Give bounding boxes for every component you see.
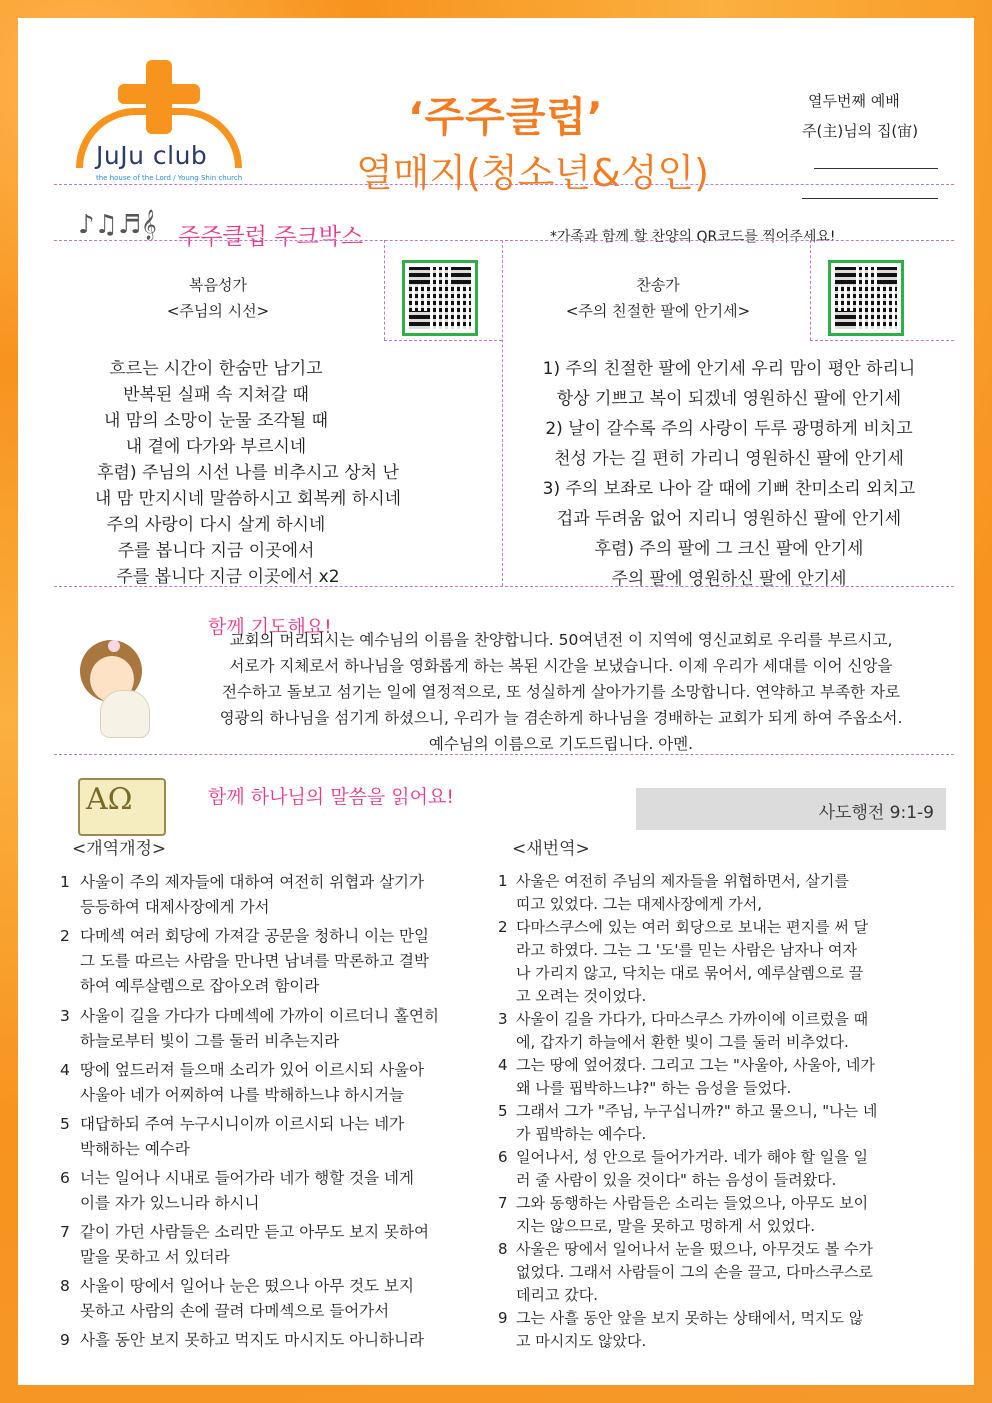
verse-line: 띠고 있었다. 그는 대제사장에게 가서, <box>516 895 762 913</box>
verse-line: 고 오려는 것이었다. <box>516 987 647 1005</box>
verse-line: 그래서 그가 "주님, 누구십니까?" 하고 물으니, "나는 네 <box>516 1102 878 1120</box>
verse-line: 일어나서, 성 안으로 들어가거라. 네가 해야 할 일을 일 <box>516 1148 868 1166</box>
verse-number: 1 <box>60 873 70 891</box>
verse-number: 5 <box>60 1115 70 1133</box>
verse-line: 하늘로부터 빛이 그를 둘러 비추는지라 <box>80 1032 340 1050</box>
verse-line: 사울이 길을 가다가, 다마스쿠스 가까이에 이르렀을 때 <box>516 1010 869 1028</box>
verse-line: 사흘 동안 보지 못하고 먹지도 마시지도 아니하니라 <box>80 1331 424 1349</box>
lyric-line: 후렴) 주님의 시선 나를 비추시고 상처 난 <box>97 463 399 483</box>
verse <box>498 870 938 916</box>
verse <box>498 1100 938 1146</box>
verse <box>60 1058 480 1108</box>
verse <box>498 1238 938 1307</box>
verse-line: 가 핍박하는 예수다. <box>516 1125 647 1143</box>
verse <box>498 916 938 1008</box>
prayer-line: 전수하고 돌보고 섬기는 일에 열정적으로, 또 성실하게 살아가기를 소망합니다. 연약하고 부족한 자로 <box>222 683 900 701</box>
lyric-line: 주를 봅니다 지금 이곳에서 x2 <box>116 567 340 587</box>
lyric-line: 주의 사랑이 다시 살게 하시네 <box>106 515 326 535</box>
verse-line: 사울이 땅에서 일어나 눈은 떴으나 아무 것도 보지 <box>80 1277 414 1295</box>
verse-line: 그는 땅에 엎어졌다. 그리고 그는 "사울아, 사울아, 네가 <box>516 1056 875 1074</box>
qr-pattern <box>835 267 897 329</box>
verse-line: 대답하되 주여 누구시니이까 이르시되 나는 네가 <box>80 1115 405 1133</box>
verse-line: 등등하여 대제사장에게 가서 <box>80 898 270 916</box>
verse-number: 3 <box>60 1007 70 1025</box>
verse-line: 에, 갑자기 하늘에서 환한 빛이 그를 둘러 비추었다. <box>516 1033 849 1051</box>
lyric-line: 내 맘 만지시네 말씀하시고 회복케 하시네 <box>94 489 402 509</box>
verse <box>60 1166 480 1216</box>
lyric-line: 반복된 실패 속 지쳐갈 때 <box>123 385 309 405</box>
verse-number: 9 <box>498 1309 508 1327</box>
verse-line: 사울은 여전히 주님의 제자들을 위협하면서, 살기를 <box>516 872 849 890</box>
verse-line: 사울이 주의 제자들에 대하여 여전히 위협과 살기가 <box>80 873 424 891</box>
house-label: 주(主)님의 집(宙) <box>802 122 919 140</box>
lyric-line: 1) 주의 친절한 팔에 안기세 우리 맘이 평안 하리니 <box>542 359 916 379</box>
divider <box>54 586 954 587</box>
cross-bar <box>118 84 200 104</box>
song-1-name: <주님의 시선> <box>166 302 270 320</box>
verse-line: 다메섹 여러 회당에 가져갈 공문을 청하니 이는 만일 <box>80 927 429 945</box>
music-notes-icon: ♪♫♬𝄞 <box>78 210 157 240</box>
lyric-line: 후렴) 주의 팔에 그 크신 팔에 안기세 <box>594 539 864 559</box>
verse <box>60 1004 480 1054</box>
verse <box>60 1112 480 1162</box>
lyric-line: 2) 날이 갈수록 주의 사랑이 두루 광명하게 비치고 <box>545 419 913 439</box>
prayer-line: 영광의 하나님을 섬기게 하셨으니, 우리가 늘 겸손하게 하나님을 경배하는 교회가 되게 하여 주옵소서. <box>219 709 903 727</box>
name-line-1 <box>814 168 938 169</box>
verse <box>60 870 480 920</box>
divider <box>54 184 954 185</box>
verse-line: 박해하는 예수라 <box>80 1140 190 1158</box>
verse-line: 없었다. 그래서 사람들이 그의 손을 끌고, 다마스쿠스로 <box>516 1263 873 1281</box>
jukebox-title: 주주클럽 주크박스 <box>178 224 364 250</box>
verse-number: 8 <box>498 1240 508 1258</box>
divider <box>810 340 954 341</box>
divider <box>54 240 954 241</box>
verse <box>498 1054 938 1100</box>
lyric-line: 내 곁에 다가와 부르시네 <box>125 437 307 457</box>
verse <box>60 1274 480 1324</box>
verse-number: 5 <box>498 1102 508 1120</box>
verse-number: 4 <box>60 1061 70 1079</box>
verse-line: 라고 하였다. 그는 그 '도'를 믿는 사람은 남자나 여자 <box>516 941 857 959</box>
scripture-reference: 사도행전 9:1-9 <box>818 803 934 823</box>
name-line-2 <box>802 198 938 199</box>
verse-line: 러 줄 사람이 있을 것이다" 하는 음성이 들려왔다. <box>516 1171 837 1189</box>
qr-pattern <box>409 267 471 329</box>
alpha-omega-icon: AΩ <box>86 782 133 817</box>
verse <box>498 1307 938 1353</box>
verse-line: 그는 사흘 동안 앞을 보지 못하는 상태에서, 먹지도 않 <box>516 1309 864 1327</box>
verse-line: 사울이 길을 가다가 다메섹에 가까이 이르더니 홀연히 <box>80 1007 439 1025</box>
verse <box>60 924 480 999</box>
page-subtitle: 열매지(청소년&성인) <box>356 151 709 195</box>
lyric-line: 내 맘의 소망이 눈물 조각될 때 <box>103 411 329 431</box>
verse-line: 사울은 땅에서 일어나서 눈을 떴으나, 아무것도 볼 수가 <box>516 1240 873 1258</box>
verse <box>60 1220 480 1270</box>
verse-number: 9 <box>60 1331 70 1349</box>
song-2-name: <주의 친절한 팔에 안기세> <box>565 302 751 320</box>
girl-body <box>100 690 150 738</box>
verse-number: 1 <box>498 872 508 890</box>
verse-line: 사울아 네가 어찌하여 나를 박해하느냐 하시거늘 <box>80 1086 405 1104</box>
verse-number: 7 <box>498 1194 508 1212</box>
logo-name: JuJu club <box>96 141 208 170</box>
page-title: ‘주주클럽’ <box>408 93 604 141</box>
verse-line: 땅에 엎드러져 들으매 소리가 있어 이르시되 사울아 <box>80 1061 424 1079</box>
verse-number: 3 <box>498 1010 508 1028</box>
verse-number: 2 <box>60 927 70 945</box>
divider <box>384 340 502 341</box>
verse-line: 이를 자가 있느니라 하시니 <box>80 1194 260 1212</box>
verse-number: 4 <box>498 1056 508 1074</box>
divider <box>54 754 954 755</box>
verse-number: 2 <box>498 918 508 936</box>
verse <box>498 1146 938 1192</box>
lyric-line: 항상 기쁘고 복이 되겠네 영원하신 팔에 안기세 <box>556 389 902 409</box>
verse-line: 고 마시지도 않았다. <box>516 1332 647 1350</box>
version-krv-heading: <개역개정> <box>72 839 167 859</box>
prayer-line: 예수님의 이름으로 기도드립니다. 아멘. <box>428 735 694 753</box>
verse-number: 6 <box>498 1148 508 1166</box>
verse-line: 그와 동행하는 사람들은 소리는 들었으나, 아무도 보이 <box>516 1194 869 1212</box>
song-1-category: 복음성가 <box>189 276 247 294</box>
prayer-title: 함께 기도해요! <box>208 616 332 638</box>
flower-icon <box>108 640 120 652</box>
lyric-line: 천성 가는 길 편히 가리니 영원하신 팔에 안기세 <box>554 449 904 469</box>
prayer-line: 교회의 머리되시는 예수님의 이름을 찬양합니다. 50여년전 이 지역에 영신교회로 우리를 부르시고, <box>229 631 893 649</box>
verse-line: 못하고 사람의 손에 끌려 다메섹으로 들어가서 <box>80 1302 390 1320</box>
verse-line: 그 도를 따르는 사람을 만나면 남녀를 막론하고 결박 <box>80 952 429 970</box>
scripture-reference-box <box>636 788 946 830</box>
verse-line: 같이 가던 사람들은 소리만 듣고 아무도 보지 못하여 <box>80 1223 429 1241</box>
lyric-line: 주를 봅니다 지금 이곳에서 <box>117 541 315 561</box>
verse-line: 나 가리지 않고, 닥치는 대로 묶어서, 예루살렘으로 끌 <box>516 964 864 982</box>
verse-line: 너는 일어나 시내로 들어가라 네가 행할 것을 네게 <box>80 1169 414 1187</box>
lyric-line: 주의 팔에 영원하신 팔에 안기세 <box>611 569 847 589</box>
song-2-category: 찬송가 <box>636 276 680 294</box>
verse-number: 8 <box>60 1277 70 1295</box>
verse <box>498 1008 938 1054</box>
prayer-line: 서로가 지체로서 하나님을 영화롭게 하는 복된 시간을 보냈습니다. 이제 우리가 세대를 이어 신앙을 <box>229 657 893 675</box>
qr-code-song-1[interactable] <box>402 260 478 336</box>
verse-line: 데리고 갔다. <box>516 1286 598 1304</box>
divider <box>810 240 811 340</box>
bible-title: 함께 하나님의 말씀을 읽어요! <box>208 786 454 808</box>
verse <box>498 1192 938 1238</box>
verse-line: 왜 나를 핍박하느냐?" 하는 음성을 들었다. <box>516 1079 792 1097</box>
service-number: 열두번째 예배 <box>808 92 900 110</box>
logo-subtitle: the house of the Lord / Young Shin church <box>96 174 243 182</box>
lyric-line: 겁과 두려움 없어 지리니 영원하신 팔에 안기세 <box>556 509 902 529</box>
verse <box>60 1328 480 1353</box>
verse-number: 6 <box>60 1169 70 1187</box>
lyric-line: 3) 주의 보좌로 나아 갈 때에 기뻐 찬미소리 외치고 <box>542 479 916 499</box>
jukebox-note: *가족과 함께 할 찬양의 QR코드를 찍어주세요! <box>550 229 836 245</box>
qr-code-song-2[interactable] <box>828 260 904 336</box>
divider <box>502 240 503 586</box>
verse-number: 7 <box>60 1223 70 1241</box>
lyric-line: 흐르는 시간이 한숨만 남기고 <box>109 359 323 379</box>
bulletin-page <box>18 18 974 1385</box>
verse-line: 다마스쿠스에 있는 여러 회당으로 보내는 편지를 써 달 <box>516 918 869 936</box>
verse-line: 지는 않으므로, 말을 못하고 멍하게 서 있었다. <box>516 1217 815 1235</box>
version-new-heading: <새번역> <box>512 839 590 859</box>
verse-line: 하여 예루살렘으로 잡아오려 함이라 <box>80 977 320 995</box>
divider <box>384 240 385 340</box>
verse-line: 말을 못하고 서 있더라 <box>80 1248 230 1266</box>
